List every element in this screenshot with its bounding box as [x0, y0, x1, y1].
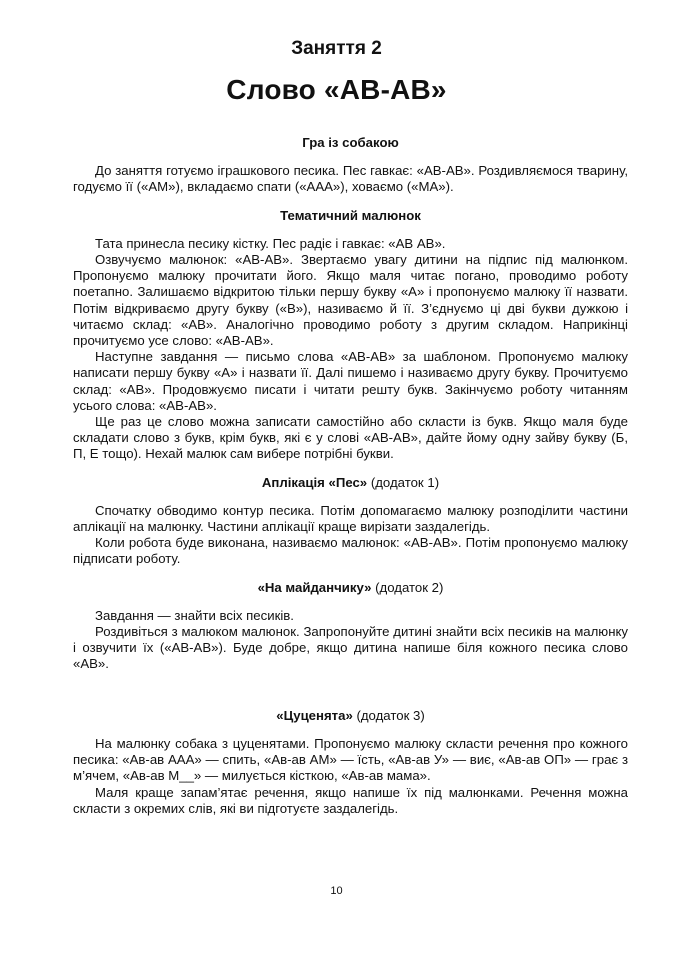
paragraph: Спочатку обводимо контур песика. Потім допомагаємо малюку розподілити частини аплікації на малюнку. Частини аплікації краще вирізати заздалегідь. — [73, 502, 628, 535]
section-heading-applique — [73, 475, 628, 491]
section-heading-text: Тематичний малюнок — [280, 207, 421, 223]
section-heading-thematic-picture — [73, 208, 628, 224]
paragraph: Ще раз це слово можна записати самостійно або скласти із букв. Якщо маля буде складати слово з букв, крім букв, які є у слові «АВ-АВ», дайте йому одну зайву букву (Б, П, Е тощо). Нехай малюк сам вибере потрібні букви. — [73, 414, 628, 462]
section-heading-text: «На майданчику» — [257, 579, 372, 595]
section-heading-game — [73, 135, 628, 151]
page-title: Слово «АВ-АВ» — [226, 74, 447, 105]
lesson-label: Заняття 2 — [291, 38, 382, 59]
paragraph: Наступне завдання — письмо слова «АВ-АВ» за шаблоном. Пропонуємо малюку написати першу букву «А» і назвати її. Далі пишемо і називаємо другу букву. Прочитуємо склад: «АВ». Продовжуємо писати і читати решту букв. Закінчуємо роботу читанням усього слова: «АВ-АВ». — [73, 349, 628, 413]
section-heading-text: Гра із собакою — [302, 135, 399, 150]
paragraph: Коли робота буде виконана, називаємо малюнок: «АВ-АВ». Потім пропонуємо малюку підписати роботу. — [73, 535, 628, 567]
paragraph: Озвучуємо малюнок: «АВ-АВ». Звертаємо увагу дитини на підпис під малюнком. Пропонуємо малюку прочитати його. Якщо маля читає погано, проводимо роботу поетапно. Залишаємо відкритою тільки першу букву «А» і пропонуємо малюку її назвати. Потім відкриваємо другу букву («В»), називаємо й її. З’єднуємо ці дві букви дужкою і читаємо склад: «АВ». Аналогічно проводимо роботу з другим складом. Наприкінці прочитуємо усе слово: «АВ-АВ». — [73, 252, 628, 349]
paragraph: На малюнку собака з цуценятами. Пропонуємо малюку скласти речення про кожного песика: «Ав-ав ААА» — спить, «Ав-ав АМ» — їсть, «Ав-ав У» — виє, «Ав-ав ОП» — грає з м’ячем, «Ав-ав М__» — милується кісткою, «Ав-ав мама». — [73, 735, 628, 784]
section-heading-text: Аплікація «Пес» — [261, 474, 368, 490]
section-heading-note: (додаток 3) — [356, 707, 425, 723]
section-heading-note: (додаток 1) — [370, 474, 440, 490]
paragraph: Маля краще запам’ятає речення, якщо напише їх під малюнками. Речення можна скласти з окремих слів, які ви підготуєте заздалегідь. — [73, 784, 628, 816]
paragraph: Завдання — знайти всіх песиків. — [95, 607, 294, 623]
section-heading-note: (додаток 2) — [375, 579, 444, 595]
document-body — [73, 135, 628, 817]
paragraph: Тата принесла песику кістку. Пес радіє і гавкає: «АВ АВ». — [95, 235, 446, 251]
paragraph: До заняття готуємо іграшкового песика. Пес гавкає: «АВ-АВ». Роздивляємося тварину, годуємо її («АМ»), вкладаємо спати («ААА»), ховаємо («МА»). — [73, 163, 628, 195]
paragraph: Роздивіться з малюком малюнок. Запропонуйте дитині знайти всіх песиків на малюнку і озвучити їх («АВ-АВ»). Буде добре, якщо дитина напише біля кожного песика слово «АВ». — [73, 624, 628, 672]
section-heading-playground — [73, 580, 628, 596]
section-heading-puppies — [73, 708, 628, 724]
section-heading-text: «Цуценята» — [276, 707, 353, 723]
page-number: 10 — [330, 885, 343, 897]
